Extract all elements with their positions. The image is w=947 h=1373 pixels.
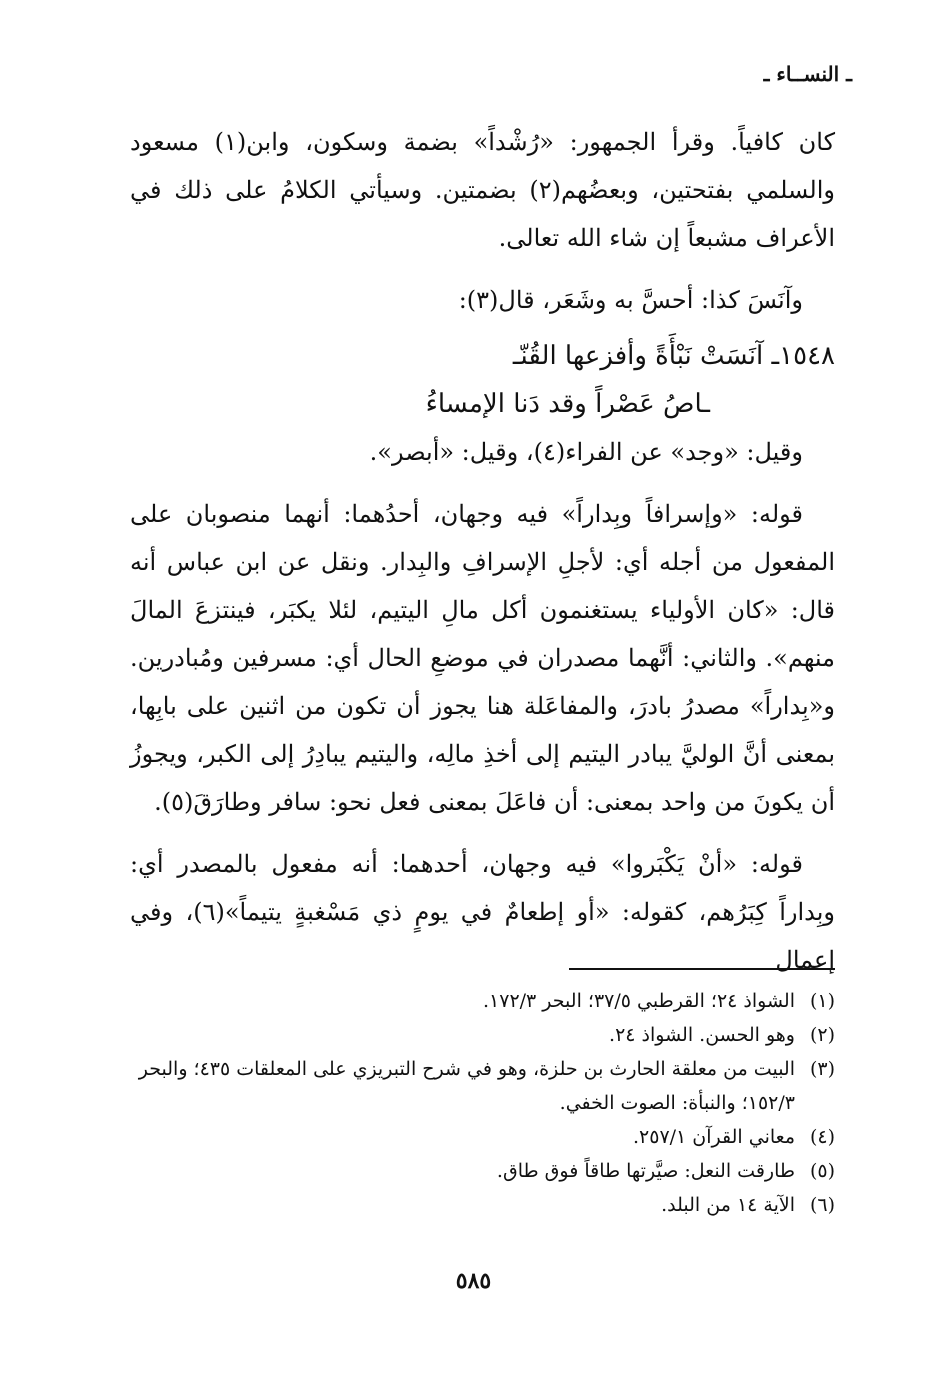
footnote-5 bbox=[130, 1154, 835, 1188]
verse-first-half: ١٥٤٨ـ آنَسَتْ نَبْأَةً وأفزعها القُنّـ bbox=[512, 341, 835, 371]
footnote-number: (٣) bbox=[809, 1058, 835, 1080]
paragraph-3: وقيل: «وجد» عن الفراء(٤)، وقيل: «أبصر». bbox=[369, 438, 803, 466]
footnote-text: الشواذ ٢٤؛ القرطبي ٣٧/٥؛ البحر ١٧٢/٣. bbox=[482, 990, 795, 1012]
footnote-4 bbox=[130, 1120, 835, 1154]
poetry-verse bbox=[130, 332, 835, 428]
page-number: ٥٨٥ bbox=[455, 1268, 492, 1294]
footnote-number: (٢) bbox=[809, 1024, 835, 1046]
footnote-1 bbox=[130, 984, 835, 1018]
footnote-number: (٦) bbox=[809, 1194, 835, 1216]
footnotes bbox=[130, 984, 835, 1222]
footnote-divider bbox=[569, 968, 835, 970]
paragraph-5: قوله: «أنْ يَكْبَروا» فيه وجهان، أحدهما: أنه مفعول بالمصدر أي: وبِداراً كِبَرُهم، كقوله: «أو إطعامٌ في يومٍ ذي مَسْغبةٍ يتيماً»(٦)، وفي إعمال bbox=[130, 850, 835, 974]
footnote-number: (١) bbox=[809, 990, 835, 1012]
verse-second-half: ـاصُ عَصْراً وقد دَنا الإمساءُ bbox=[425, 389, 710, 419]
running-head: ـ النســاء ـ bbox=[763, 62, 852, 86]
main-text bbox=[130, 118, 835, 984]
paragraph-1: كان كافياً. وقرأ الجمهور: «رُشْداً» بضمة وسكون، وابن(١) مسعود والسلمي بفتحتين، وبعضُهم(٢) بضمتين. وسيأتي الكلامُ على ذلك في الأعراف مشبعاً إن شاء الله تعالى. bbox=[130, 128, 835, 252]
footnote-text: وهو الحسن. الشواذ ٢٤. bbox=[609, 1024, 795, 1046]
footnote-text: البيت من معلقة الحارث بن حلزة، وهو في شرح التبريزي على المعلقات ٤٣٥؛ والبحر ١٥٢/٣؛ والنبأة: الصوت الخفي. bbox=[138, 1058, 795, 1114]
footnote-6 bbox=[130, 1188, 835, 1222]
footnote-text: طارقت النعل: صيَّرتها طاقاً فوق طاق. bbox=[496, 1160, 795, 1182]
footnote-number: (٥) bbox=[809, 1160, 835, 1182]
footnote-text: الآية ١٤ من البلد. bbox=[661, 1194, 795, 1216]
footnote-3 bbox=[130, 1052, 835, 1120]
paragraph-2: وآنَسَ كذا: أحسَّ به وشَعَر، قال(٣): bbox=[458, 286, 803, 314]
footnote-2 bbox=[130, 1018, 835, 1052]
footnote-number: (٤) bbox=[809, 1126, 835, 1148]
paragraph-4: قوله: «وإسرافاً وبِداراً» فيه وجهان، أحدُهما: أنهما منصوبان على المفعول من أجله أي: لأجلِ الإسرافِ والبِدار. ونقل عن ابن عباس أنه قال: «كان الأولياء يستغنمون أكل مالِ اليتيم، لئلا يكبَر، فينتزعَ المالَ منهم». والثاني: أنَّهما مصدران في موضعِ الحال أي: مسرفين ومُبادرين. و«بِداراً» مصدرُ بادرَ، والمفاعَلة هنا يجوز أن تكون من اثنين على بابِها، بمعنى أنَّ الوليَّ يبادر اليتيم إلى أخذِ مالِه، واليتيم يبادِرُ إلى الكبر، ويجوزُ أن يكونَ من واحد بمعنى: أن فاعَلَ بمعنى فعل نحو: سافر وطارَقَ(٥). bbox=[130, 500, 835, 816]
footnote-text: معاني القرآن ٢٥٧/١. bbox=[632, 1126, 795, 1148]
